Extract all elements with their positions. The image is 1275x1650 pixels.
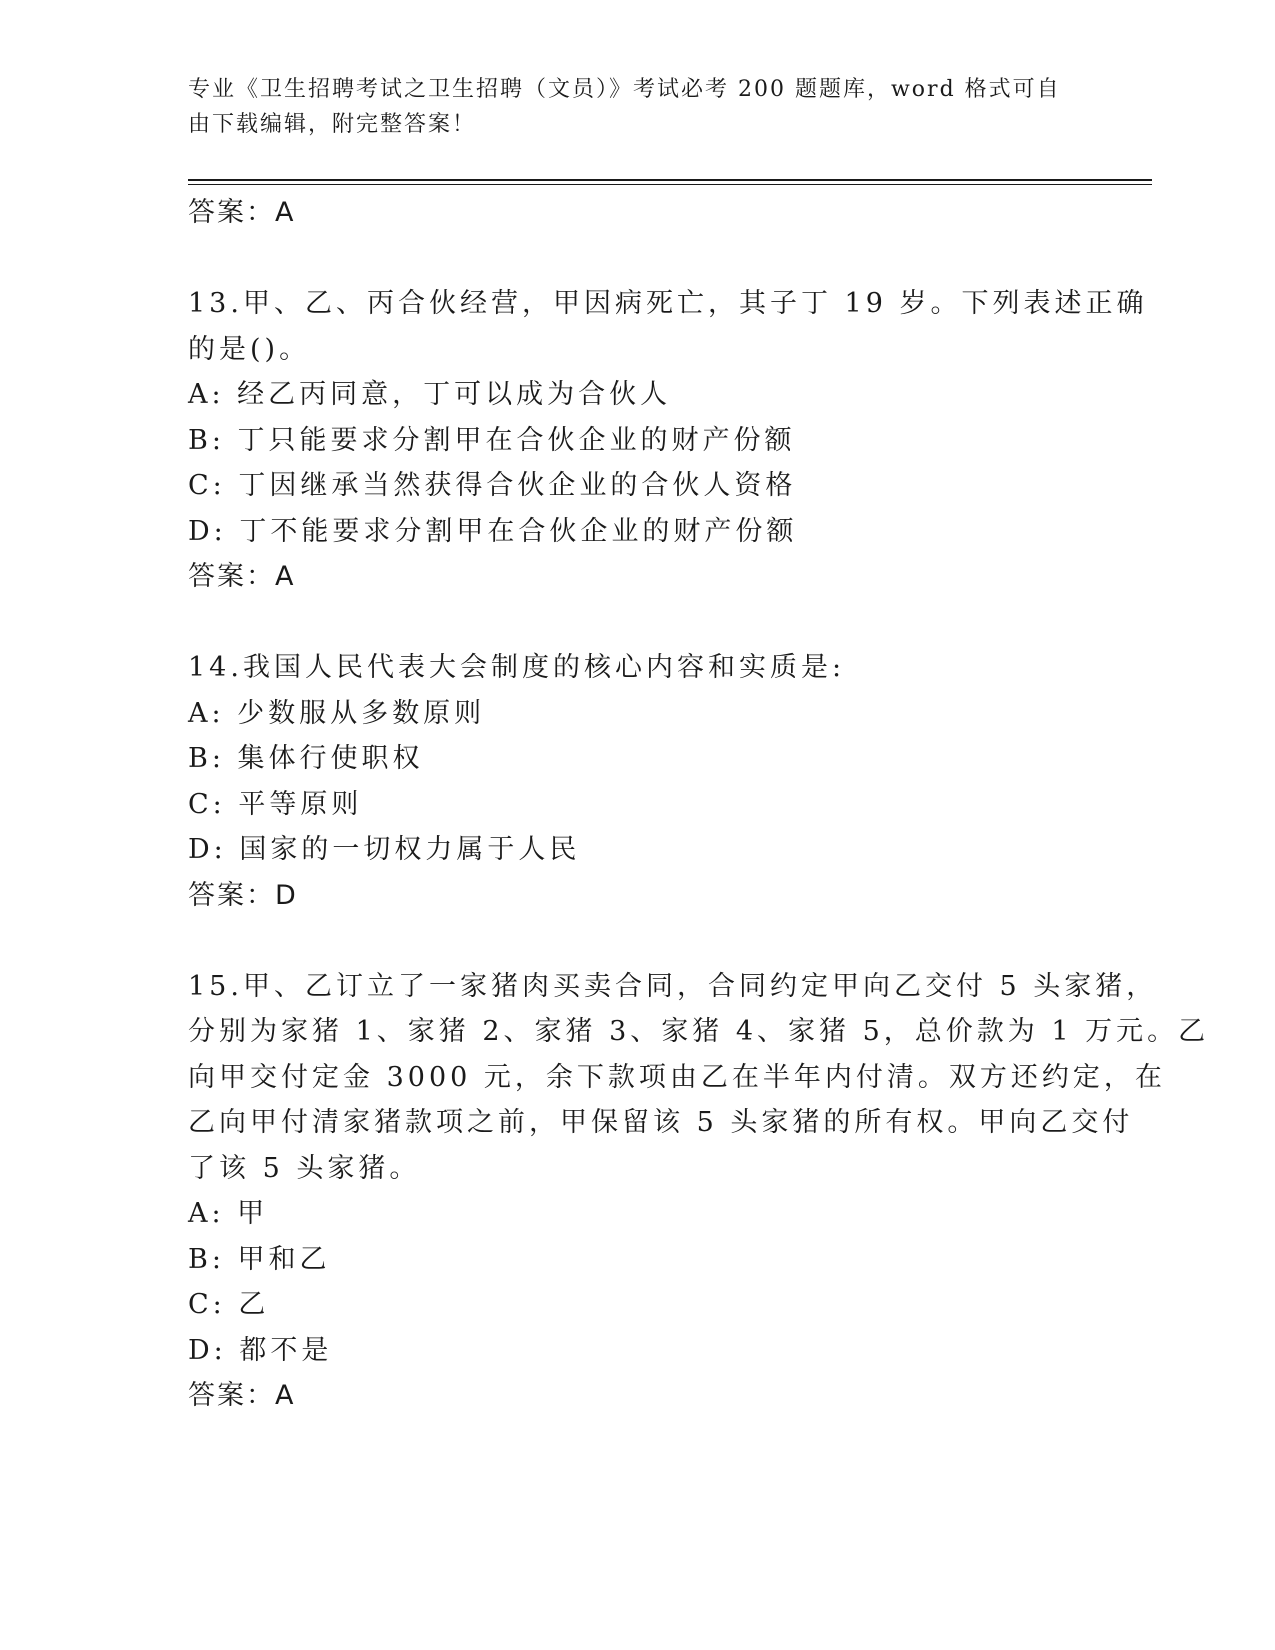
answer-line: 答案：A [188, 1380, 296, 1411]
previous-answer: 答案：A [188, 197, 296, 228]
document-header [188, 72, 1068, 142]
option-a: A: 经乙丙同意，丁可以成为合伙人 [188, 379, 672, 410]
question-stem-line: 的是()。 [188, 333, 311, 365]
header-rule-thick [188, 179, 1152, 181]
answer-line: 答案：A [188, 561, 296, 592]
question-stem-line: 14.我国人民代表大会制度的核心内容和实质是: [188, 652, 846, 683]
question-stem-line: 向甲交付定金 3000 元，余下款项由乙在半年内付清。双方还约定，在 [188, 1061, 1166, 1093]
question-stem-line: 了该 5 头家猪。 [188, 1152, 421, 1184]
option-a: A: 甲 [188, 1198, 269, 1229]
question-stem-line: 15.甲、乙订立了一家猪肉买卖合同，合同约定甲向乙交付 5 头家猪， [188, 970, 1158, 1002]
option-b: B: 甲和乙 [188, 1243, 331, 1275]
question-15 [188, 964, 1210, 1419]
header-rule-thin [188, 184, 1152, 185]
document-body [188, 188, 1210, 1419]
option-d: D: 国家的一切权力属于人民 [188, 834, 581, 865]
question-stem-line: 13.甲、乙、丙合伙经营，甲因病死亡，其子丁 19 岁。下列表述正确 [188, 288, 1148, 319]
option-b: B: 集体行使职权 [188, 743, 424, 774]
option-d: D: 都不是 [188, 1334, 333, 1366]
option-c: C: 平等原则 [188, 788, 363, 820]
spacer [188, 236, 1088, 282]
header-line-1: 专业《卫生招聘考试之卫生招聘（文员）》考试必考 200 题题库，word 格式可自 [188, 77, 1061, 102]
header-line-2: 由下载编辑，附完整答案！ [188, 112, 477, 137]
question-stem-line: 乙向甲付清家猪款项之前，甲保留该 5 头家猪的所有权。甲向乙交付 [188, 1107, 1134, 1138]
option-c: C: 丁因继承当然获得合伙企业的合伙人资格 [188, 470, 797, 501]
option-d: D: 丁不能要求分割甲在合伙企业的财产份额 [188, 515, 798, 547]
spacer [188, 918, 1088, 964]
spacer [188, 600, 1088, 646]
question-13 [188, 281, 1148, 600]
option-a: A: 少数服从多数原则 [188, 697, 486, 729]
question-14 [188, 645, 1088, 918]
answer-line: 答案：D [188, 879, 298, 911]
question-stem-line: 分别为家猪 1、家猪 2、家猪 3、家猪 4、家猪 5，总价款为 1 万元。乙 [188, 1016, 1210, 1047]
option-c: C: 乙 [188, 1289, 270, 1320]
option-b: B: 丁只能要求分割甲在合伙企业的财产份额 [188, 424, 796, 456]
